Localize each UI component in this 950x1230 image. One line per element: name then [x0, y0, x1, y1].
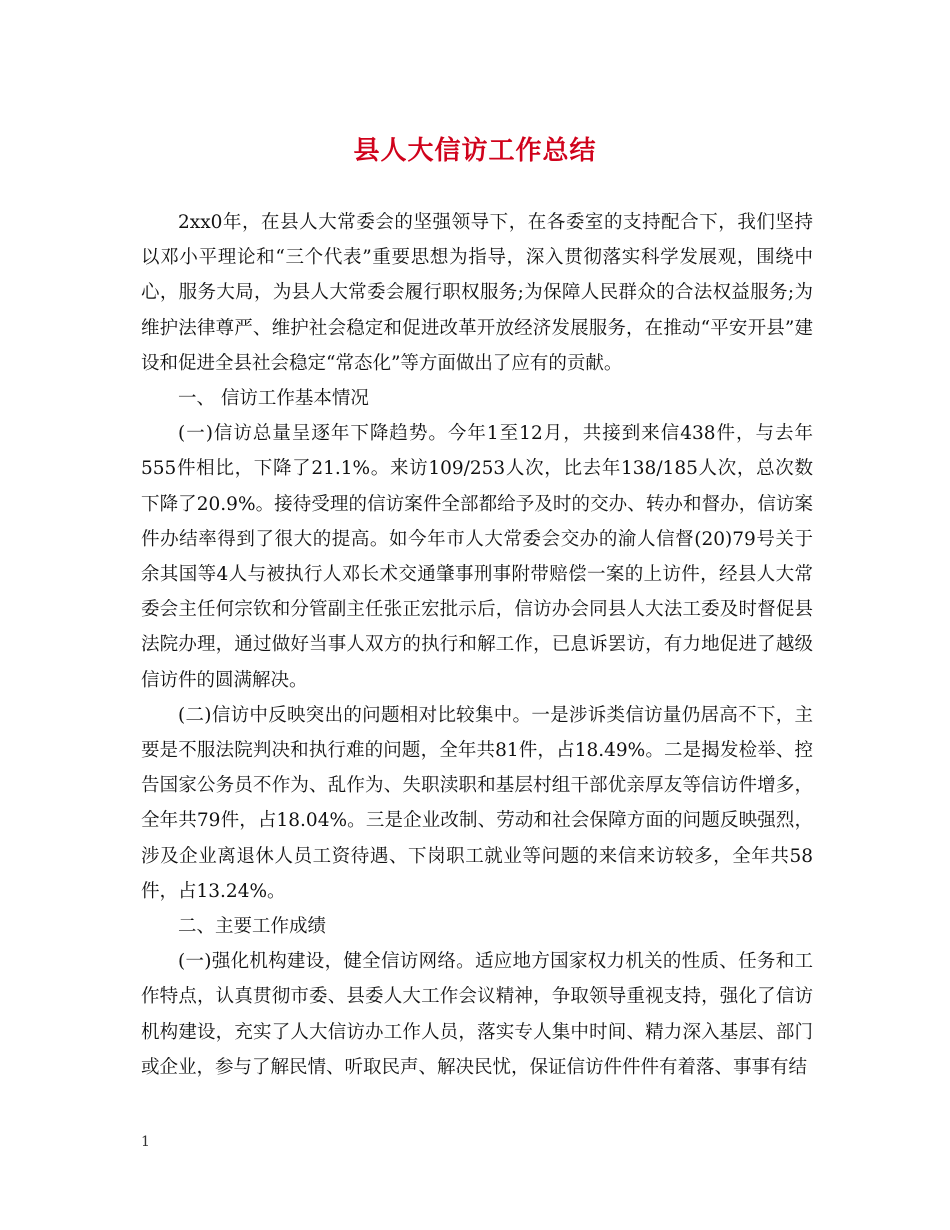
document-body — [141, 205, 813, 1085]
section-heading-1: 一、 信访工作基本情况 — [178, 388, 369, 410]
paragraph-2-1: (一)强化机构建设，健全信访网络。适应地方国家权力机关的性质、任务和工作特点，认真贯彻市委、县委人大工作会议精神，争取领导重视支持，强化了信访机构建设，充实了人大信访办工作人员，落实专人集中时间、精力深入基层、部门或企业，参与了解民情、听取民声、解决民忧，保证信访件件件有着落、事事有结 — [141, 951, 813, 1078]
paragraph-1-1: (一)信访总量呈逐年下降趋势。今年1至12月，共接到来信438件，与去年555件相比，下降了21.1%。来访109/253人次，比去年138/185人次，总次数下降了20.9%。接待受理的信访案件全部都给予及时的交办、转办和督办，信访案件办结率得到了很大的提高。如今年市人大常委会交办的渝人信督(20)79号关于余其国等4人与被执行人邓长术交通肇事刑事附带赔偿一案的上访件，经县人大常委会主任何宗钦和分管副主任张正宏批示后，信访办会同县人大法工委及时督促县法院办理，通过做好当事人双方的执行和解工作，已息诉罢访，有力地促进了越级信访件的圆满解决。 — [141, 423, 813, 691]
paragraph-1-2: (二)信访中反映突出的问题相对比较集中。一是涉诉类信访量仍居高不下，主要是不服法院判决和执行难的问题，全年共81件，占18.49%。二是揭发检举、控告国家公务员不作为、乱作为、失职渎职和基层村组干部优亲厚友等信访件增多，全年共79件，占18.04%。三是企业改制、劳动和社会保障方面的问题反映强烈，涉及企业离退休人员工资待遇、下岗职工就业等问题的来信来访较多，全年共58件，占13.24%。 — [141, 704, 813, 902]
document-title: 县人大信访工作总结 — [353, 136, 597, 166]
section-heading-2: 二、主要工作成绩 — [178, 916, 327, 938]
paragraph-intro: 2xx0年，在县人大常委会的坚强领导下，在各委室的支持配合下，我们坚持以邓小平理论和“三个代表”重要思想为指导，深入贯彻落实科学发展观，围绕中心，服务大局，为县人大常委会履行职权服务;为保障人民群众的合法权益服务;为维护法律尊严、维护社会稳定和促进改革开放经济发展服务，在推动“平安开县”建设和促进全县社会稳定“常态化”等方面做出了应有的贡献。 — [141, 212, 813, 374]
page-number: 1 — [141, 1134, 150, 1150]
